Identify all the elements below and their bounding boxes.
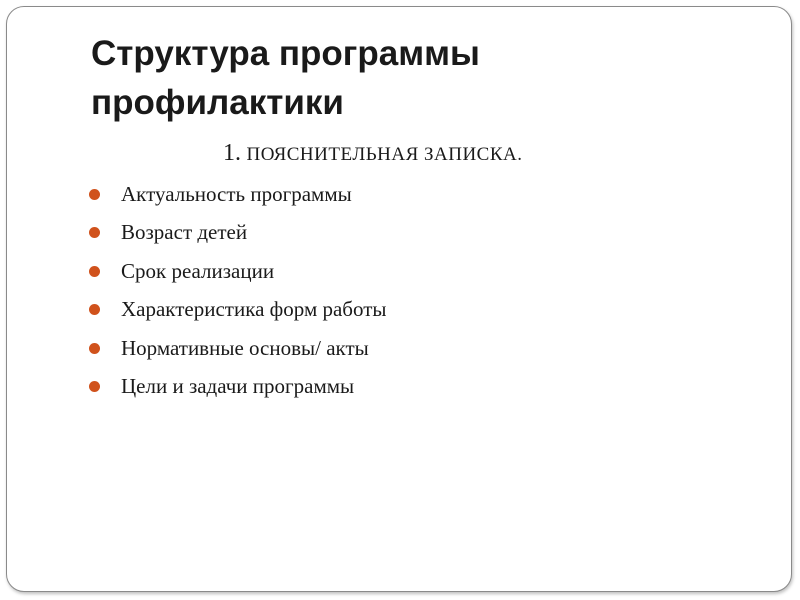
bullet-text: Характеристика форм работы <box>121 297 387 322</box>
bullet-dot-icon <box>89 189 100 200</box>
list-item <box>81 214 387 253</box>
subheading-number: 1. <box>223 140 241 166</box>
bullet-dot-icon <box>89 227 100 238</box>
bullet-dot-icon <box>89 266 100 277</box>
list-item <box>81 329 387 368</box>
bullet-list <box>81 175 387 406</box>
list-item <box>81 175 387 214</box>
bullet-dot-icon <box>89 343 100 354</box>
slide-frame <box>6 6 792 592</box>
bullet-text: Возраст детей <box>121 220 248 245</box>
list-item <box>81 291 387 330</box>
bullet-text: Актуальность программы <box>121 181 352 206</box>
bullet-text: Цели и задачи программы <box>121 374 355 399</box>
list-item <box>81 368 387 407</box>
bullet-dot-icon <box>89 304 100 315</box>
slide-title-line-1: Структура программы <box>91 34 480 73</box>
bullet-dot-icon <box>89 381 100 392</box>
list-item <box>81 252 387 291</box>
bullet-text: Срок реализации <box>121 258 275 283</box>
subheading-text: ПОЯСНИТЕЛЬНАЯ ЗАПИСКА. <box>246 144 523 165</box>
slide-title-line-2: профилактики <box>91 83 344 122</box>
slide-title <box>91 29 731 127</box>
section-subheading <box>223 138 523 170</box>
bullet-text: Нормативные основы/ акты <box>121 335 369 360</box>
